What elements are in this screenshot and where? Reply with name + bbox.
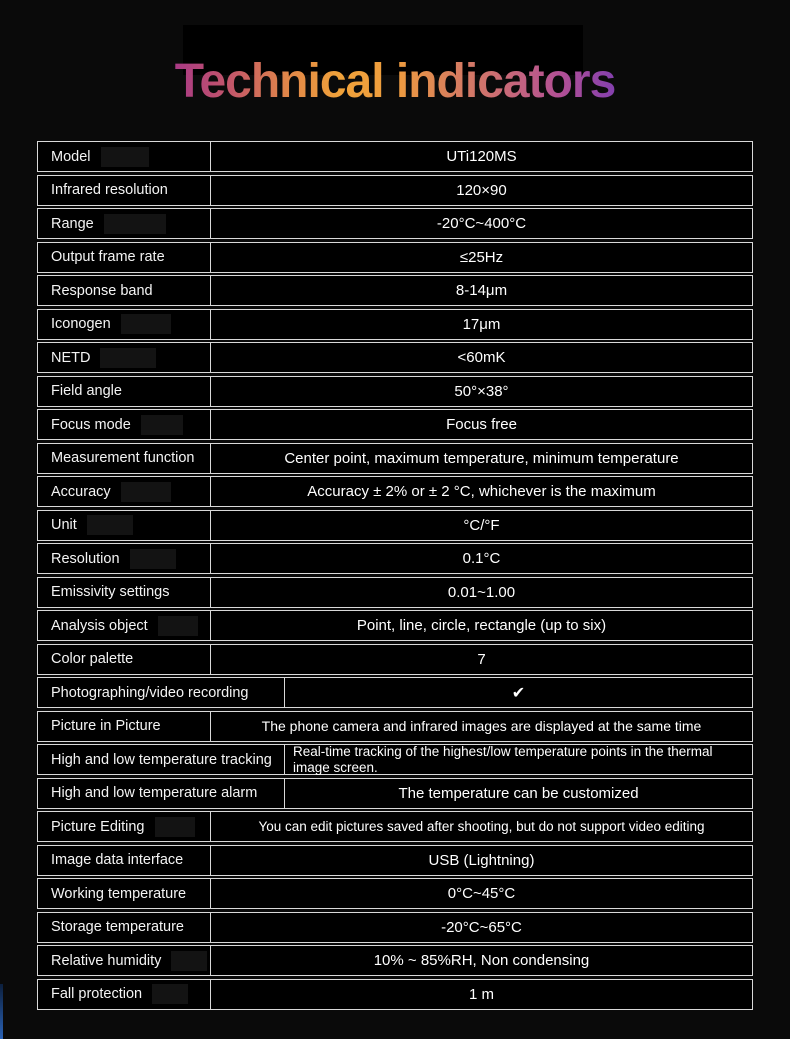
table-row — [37, 912, 753, 943]
table-row — [37, 577, 753, 608]
spec-label-text: NETD — [51, 349, 91, 366]
spec-label-text: Photographing/video recording — [51, 684, 249, 701]
spec-label — [38, 477, 211, 506]
spec-label — [38, 410, 211, 439]
redaction-box — [121, 314, 171, 334]
spec-label — [38, 745, 285, 774]
spec-label-text: Response band — [51, 282, 153, 299]
spec-label — [38, 343, 211, 372]
table-row — [37, 309, 753, 340]
spec-label — [38, 377, 211, 406]
redaction-box — [155, 817, 195, 837]
table-row — [37, 242, 753, 273]
spec-value: 0°C~45°C — [447, 885, 516, 902]
redaction-box — [100, 348, 156, 368]
spec-label — [38, 276, 211, 305]
table-row — [37, 711, 753, 742]
table-row — [37, 376, 753, 407]
spec-label-text: Output frame rate — [51, 249, 165, 265]
table-row — [37, 543, 753, 574]
spec-label — [38, 645, 211, 674]
spec-value: The temperature can be customized — [398, 784, 639, 802]
spec-label-text: Color palette — [51, 651, 134, 667]
spec-label-text: Resolution — [51, 550, 120, 567]
left-edge-accent-line — [0, 984, 3, 1039]
spec-label-text: Focus mode — [51, 416, 131, 433]
table-row — [37, 610, 753, 641]
spec-label-text: Range — [51, 215, 94, 232]
spec-label-text: High and low temperature tracking — [51, 751, 272, 768]
redaction-box — [152, 984, 188, 1004]
table-row — [37, 845, 753, 876]
spec-label — [38, 946, 211, 975]
spec-label-text: Accuracy — [51, 483, 111, 500]
redaction-box — [104, 214, 166, 234]
spec-label — [38, 310, 211, 339]
spec-label — [38, 444, 211, 473]
spec-label — [38, 712, 211, 741]
table-row — [37, 677, 753, 708]
spec-label-text: Image data interface — [51, 852, 184, 868]
spec-label — [38, 913, 211, 942]
spec-label-text: Infrared resolution — [51, 182, 168, 198]
spec-label-text: Relative humidity — [51, 952, 162, 969]
table-row — [37, 510, 753, 541]
spec-label-text: Unit — [51, 517, 77, 533]
spec-value: 1 m — [468, 985, 494, 1003]
page-title: Technical indicators — [174, 55, 616, 108]
spec-label — [38, 511, 211, 540]
spec-value: ≤25Hz — [459, 248, 504, 266]
spec-label-text: High and low temperature alarm — [51, 785, 258, 801]
spec-value: Center point, maximum temperature, minimum temperature — [284, 449, 679, 467]
spec-value: 50°×38° — [454, 382, 509, 400]
spec-value: Focus free — [446, 416, 517, 433]
redaction-box — [121, 482, 171, 502]
spec-label-text: Fall protection — [51, 986, 143, 1002]
spec-value: -20°C~400°C — [436, 215, 527, 232]
spec-label — [38, 544, 211, 573]
spec-value: -20°C~65°C — [441, 918, 522, 936]
table-row — [37, 443, 753, 474]
table-row — [37, 644, 753, 675]
spec-label — [38, 678, 285, 707]
spec-value: Point, line, circle, rectangle (up to six) — [356, 617, 607, 634]
spec-label — [38, 142, 211, 171]
spec-label — [38, 243, 211, 272]
spec-label — [38, 812, 211, 841]
spec-value: 7 — [477, 650, 486, 668]
table-row — [37, 878, 753, 909]
table-row — [37, 778, 753, 809]
spec-label-text: Emissivity settings — [51, 584, 170, 600]
spec-value: 120×90 — [456, 181, 507, 199]
table-row — [37, 744, 753, 775]
spec-label — [38, 846, 211, 875]
spec-table — [37, 141, 753, 1012]
table-row — [37, 945, 753, 976]
spec-label-text: Iconogen — [51, 316, 111, 332]
spec-label — [38, 779, 285, 808]
spec-label — [38, 209, 211, 238]
redaction-box — [101, 147, 149, 167]
spec-label-text: Measurement function — [51, 450, 195, 466]
spec-value: 0.1°C — [462, 550, 501, 567]
table-row — [37, 409, 753, 440]
spec-value: You can edit pictures saved after shooting, but do not support video editing — [258, 819, 705, 834]
spec-value: 10% ~ 85%RH, Non condensing — [373, 952, 590, 969]
spec-value: <60mK — [457, 349, 506, 366]
spec-label-text: Working temperature — [51, 885, 187, 902]
redaction-box — [141, 415, 183, 435]
spec-value: Accuracy ± 2% or ± 2 °C, whichever is the maximum — [307, 483, 656, 500]
table-row — [37, 208, 753, 239]
spec-label-text: Storage temperature — [51, 919, 184, 935]
spec-value: The phone camera and infrared images are displayed at the same time — [261, 718, 702, 734]
spec-label — [38, 578, 211, 607]
table-row — [37, 342, 753, 373]
table-row — [37, 811, 753, 842]
spec-value: 8-14μm — [455, 282, 508, 299]
spec-label-text: Field angle — [51, 383, 122, 399]
spec-label — [38, 611, 211, 640]
spec-label-text: Analysis object — [51, 617, 148, 634]
table-row — [37, 476, 753, 507]
spec-value: 17μm — [462, 315, 501, 333]
spec-value: USB (Lightning) — [428, 851, 535, 869]
redaction-box — [158, 616, 198, 636]
spec-value-checkmark: ✔ — [511, 684, 526, 702]
title-bar — [0, 54, 790, 109]
redaction-box — [130, 549, 176, 569]
spec-value: 0.01~1.00 — [447, 583, 516, 601]
table-row — [37, 979, 753, 1010]
table-row — [37, 141, 753, 172]
table-row — [37, 275, 753, 306]
redaction-box — [171, 951, 207, 971]
spec-label-text: Picture Editing — [51, 818, 145, 835]
spec-label — [38, 980, 211, 1009]
spec-label — [38, 879, 211, 908]
spec-label — [38, 176, 211, 205]
spec-label-text: Picture in Picture — [51, 718, 161, 734]
spec-value: °C/°F — [463, 516, 500, 534]
redaction-box — [87, 515, 133, 535]
spec-value: UTi120MS — [446, 148, 517, 165]
spec-label-text: Model — [51, 148, 91, 165]
table-row — [37, 175, 753, 206]
spec-value: Real-time tracking of the highest/low temperature points in the thermal image screen. — [293, 744, 713, 775]
